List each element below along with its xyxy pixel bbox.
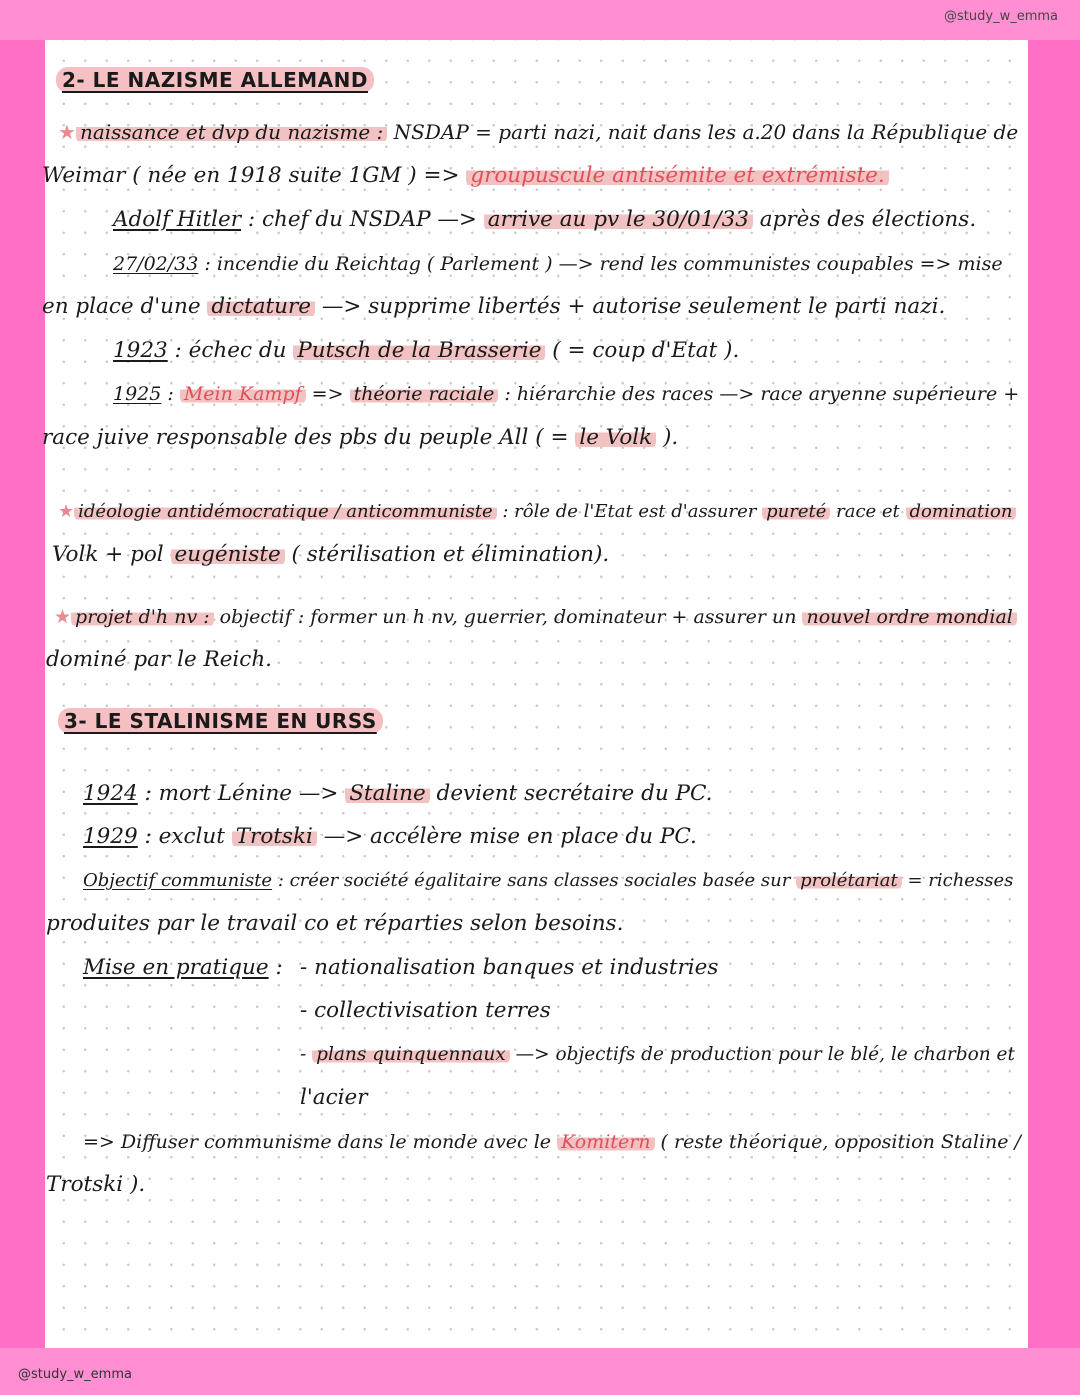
- p2-text-b: après des élections.: [752, 207, 977, 232]
- p2-text-a: : chef du NSDAP —>: [241, 207, 484, 232]
- p7-line2: [46, 646, 272, 674]
- p6-lead: idéologie antidémocratique / anticommuniste: [74, 501, 497, 522]
- p5-date: 1925: [113, 383, 162, 405]
- p6-line2: [52, 541, 609, 569]
- p5-red: Mein Kampf: [180, 383, 306, 405]
- s3-l4-item3-dash: -: [300, 1044, 313, 1065]
- section-2-title: 2- LE NAZISME ALLEMAND: [56, 67, 374, 93]
- s3-l4-item1: - nationalisation banques et industries: [300, 955, 719, 980]
- p3-text-b2: —> supprime libertés + autorise seulement le parti nazi.: [315, 294, 946, 319]
- s3-l5-text-c: Trotski ).: [46, 1172, 146, 1197]
- s3-l4-item3: [300, 1041, 1015, 1069]
- s3-l5-text-a: => Diffuser communisme dans le monde avec le: [83, 1131, 558, 1153]
- p7-text-b: dominé par le Reich.: [46, 647, 273, 672]
- p7-lead: projet d'h nv :: [71, 606, 214, 628]
- s3-l2-text-a: : exclut: [137, 824, 232, 849]
- star-icon: ★: [58, 501, 75, 522]
- p1-red: groupuscule antisémite et extrémiste.: [466, 163, 888, 188]
- p2-name: Adolf Hitler: [113, 207, 242, 232]
- p3-text-b1: en place d'une: [42, 294, 208, 319]
- p4-line: [113, 337, 739, 365]
- right-strip: [1028, 40, 1080, 1348]
- s3-l1-text-a: : mort Lénine —>: [137, 781, 346, 806]
- p5-text-b: =>: [305, 383, 350, 405]
- s3-line3b: [46, 910, 623, 938]
- p6-hl2: domination: [906, 501, 1017, 522]
- s3-line3: [83, 867, 1013, 895]
- s3-l2-text-b: —> accélère mise en place du PC.: [316, 824, 697, 849]
- s3-l1-hl: Staline: [345, 781, 430, 806]
- p3-date: 27/02/33: [113, 253, 199, 275]
- p6-text-c: Volk + pol: [52, 542, 171, 567]
- s3-l3-text-a: : créer société égalitaire sans classes sociales basée sur: [272, 870, 797, 891]
- s3-line1: [83, 780, 713, 808]
- p3-hl: dictature: [207, 294, 315, 319]
- p5-text-e: ).: [656, 425, 679, 450]
- star-icon: ★: [54, 606, 72, 628]
- s3-l3-text-b: = richesses: [901, 870, 1014, 891]
- p6-text-b: race et: [830, 501, 906, 522]
- p3-line2: [42, 293, 945, 321]
- watermark-top: @study_w_emma: [944, 9, 1058, 24]
- s3-l5-text-b: ( reste théorique, opposition Staline /: [654, 1131, 1021, 1153]
- p5-line2: [42, 424, 678, 452]
- p2-hl: arrive au pv le 30/01/33: [484, 207, 753, 232]
- p1-text-b: Weimar ( née en 1918 suite 1GM ) =>: [42, 163, 467, 188]
- p3-text-a: : incendie du Reichtag ( Parlement ) —> rend les communistes coupables => mise: [198, 253, 1003, 275]
- p4-text-b: ( = coup d'Etat ).: [545, 338, 740, 363]
- s3-l3-text-c: produites par le travail co et réparties selon besoins.: [46, 911, 624, 936]
- s3-line5b: [46, 1171, 145, 1199]
- star-icon: ★: [58, 120, 76, 144]
- s3-l4-colon: :: [268, 955, 283, 980]
- s3-line5: [83, 1128, 1021, 1156]
- s3-l3-label: Objectif communiste: [83, 870, 273, 891]
- left-strip: [0, 40, 45, 1348]
- p3-line1: [113, 250, 1003, 278]
- s3-l2-hl: Trotski: [232, 824, 317, 849]
- p6-text-a: : rôle de l'Etat est d'assurer: [496, 501, 763, 522]
- s3-line2: [83, 823, 697, 851]
- p6-hl: pureté: [762, 501, 830, 522]
- p5-hl2: le Volk: [575, 425, 656, 450]
- bottom-band: [0, 1348, 1080, 1395]
- p5-text-c: : hiérarchie des races —> race aryenne supérieure +: [498, 383, 1020, 405]
- p4-date: 1923: [113, 338, 168, 363]
- top-band: [0, 0, 1080, 40]
- p1-line1: [58, 118, 1018, 146]
- p7-text-a: objectif : former un h nv, guerrier, dominateur + assurer un: [213, 606, 803, 628]
- s3-l4-item3-hl: plans quinquennaux: [312, 1044, 510, 1065]
- p5-hl: théorie raciale: [350, 383, 499, 405]
- s3-l4-item3-rest: —> objectifs de production pour le blé, le charbon et: [509, 1044, 1015, 1065]
- p5-text-d: race juive responsable des pbs du peuple All ( =: [42, 425, 576, 450]
- p1-text-a: NSDAP = parti nazi, nait dans les a.20 dans la République de: [387, 120, 1019, 144]
- p7-line1: [54, 603, 1017, 631]
- p6-line1: [58, 498, 1016, 526]
- p4-text-a: : échec du: [167, 338, 294, 363]
- p2-line: [113, 206, 976, 234]
- p1-line2: [42, 162, 889, 190]
- s3-l4-item2: - collectivisation terres: [300, 998, 551, 1023]
- p5-text-a: :: [161, 383, 180, 405]
- s3-l2-date: 1929: [83, 824, 138, 849]
- s3-l4-label: Mise en pratique: [83, 955, 269, 980]
- s3-l5-red: Komitern: [557, 1131, 654, 1153]
- p5-line1: [113, 380, 1019, 408]
- s3-l1-text-b: devient secrétaire du PC.: [429, 781, 713, 806]
- s3-l1-date: 1924: [83, 781, 138, 806]
- section-3-title: 3- LE STALINISME EN URSS: [58, 708, 383, 734]
- p4-hl: Putsch de la Brasserie: [293, 338, 545, 363]
- p1-lead: naissance et dvp du nazisme :: [76, 120, 387, 144]
- p6-text-d: ( stérilisation et élimination).: [284, 542, 610, 567]
- p7-hl: nouvel ordre mondial: [802, 606, 1016, 628]
- watermark-bottom: @study_w_emma: [18, 1367, 132, 1382]
- p6-hl3: eugéniste: [171, 542, 285, 567]
- s3-l4-item3-cont: l'acier: [300, 1085, 368, 1110]
- s3-line4: [83, 954, 283, 982]
- s3-l3-hl: prolétariat: [796, 870, 902, 891]
